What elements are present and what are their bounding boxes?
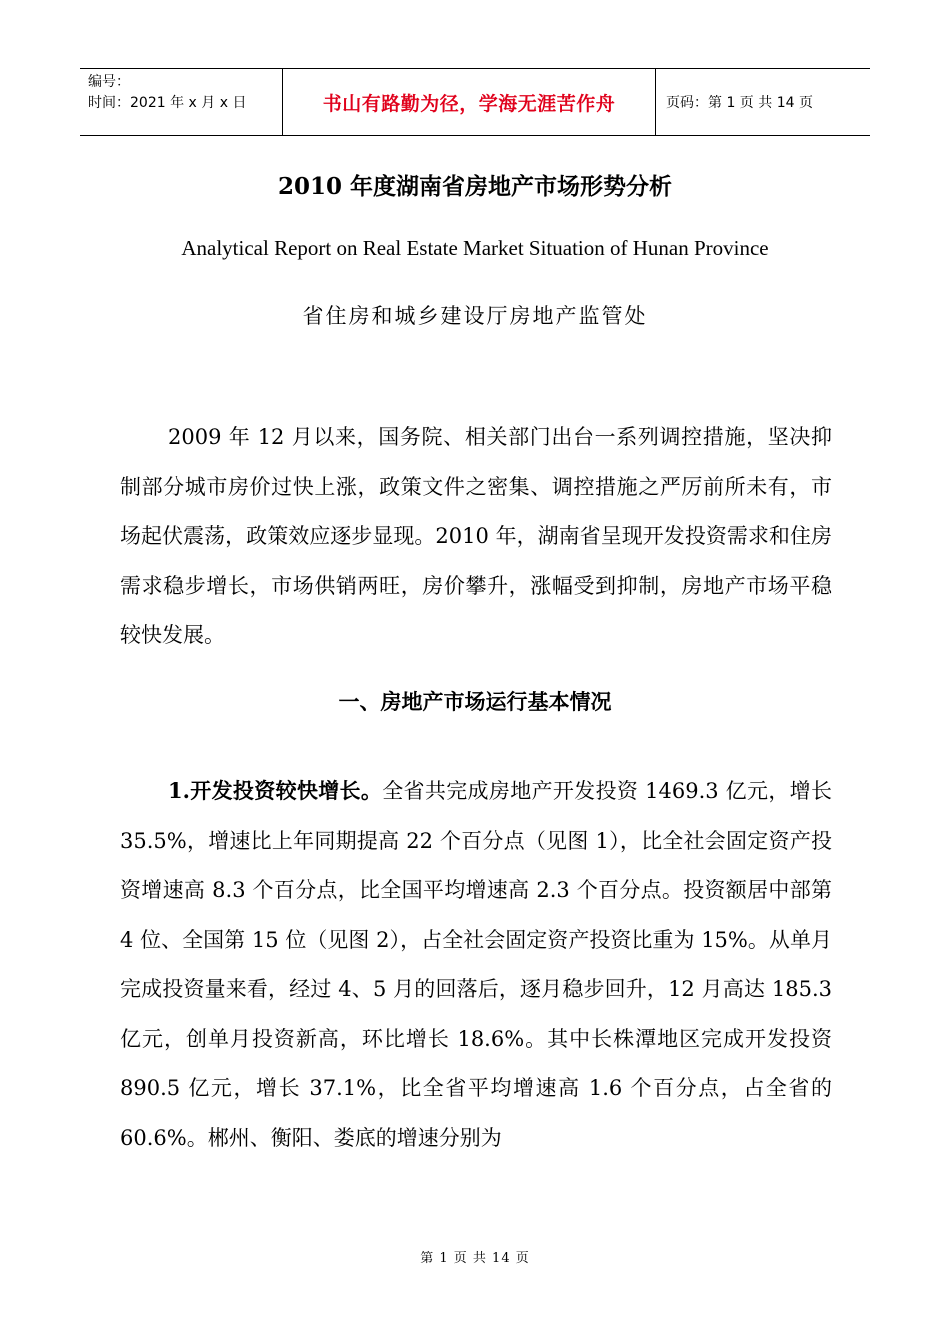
item-1-text: 全省共完成房地产开发投资 1469.3 亿元，增长 35.5%，增速比上年同期提高 22 个百分点（见图 1），比全社会固定资产投资增速高 8.3 个百分点，比全国平均增速高 2.3 个百分点。投资额居中部第 4 位、全国第 15 位（见图 2），占全社会固定资产投资比重为 15%。从单月完成投资量来看，经过 4、5 月的回落后，逐月稳步回升，12 月高达 185.3 亿元，创单月投资新高，环比增长 18.6%。其中长株潭地区完成开发投资 890.5 亿元，增长 37.1%，比全省平均增速高 1.6 个百分点，占全省的 60.6%。郴州、衡阳、娄底的增速分别为	[120, 779, 832, 1150]
header-page-info-cell	[656, 69, 870, 135]
section-heading-1: 一、房地产市场运行基本情况	[338, 689, 612, 714]
header-meta	[80, 69, 282, 135]
page-footer: 第 1 页 共 14 页	[420, 1251, 530, 1266]
issuing-department: 省住房和城乡建设厅房地产监管处	[302, 304, 648, 328]
item-1-lead: 1.开发投资较快增长。	[168, 778, 383, 803]
doc-time-label: 时间：2021 年 x 月 x 日	[88, 95, 247, 111]
header-page-info: 页码：第 1 页 共 14 页	[666, 95, 813, 111]
doc-number-label: 编号：	[88, 74, 130, 90]
header-table	[80, 68, 870, 136]
document-title: 2010 年度湖南省房地产市场形势分析	[277, 173, 673, 200]
header-motto: 书山有路勤为径，学海无涯苦作舟	[322, 92, 616, 115]
document-subtitle-english: Analytical Report on Real Estate Market Situation of Hunan Province	[181, 236, 769, 260]
item-paragraph-1	[120, 766, 832, 1163]
intro-paragraph: 2009 年 12 月以来，国务院、相关部门出台一系列调控措施，坚决抑制部分城市房价过快上涨，政策文件之密集、调控措施之严厉前所未有，市场起伏震荡，政策效应逐步显现。2010 年，湖南省呈现开发投资需求和住房需求稳步增长，市场供销两旺，房价攀升，涨幅受到抑制，房地产市场平稳较快发展。	[120, 425, 832, 647]
header-motto-cell	[282, 69, 656, 135]
